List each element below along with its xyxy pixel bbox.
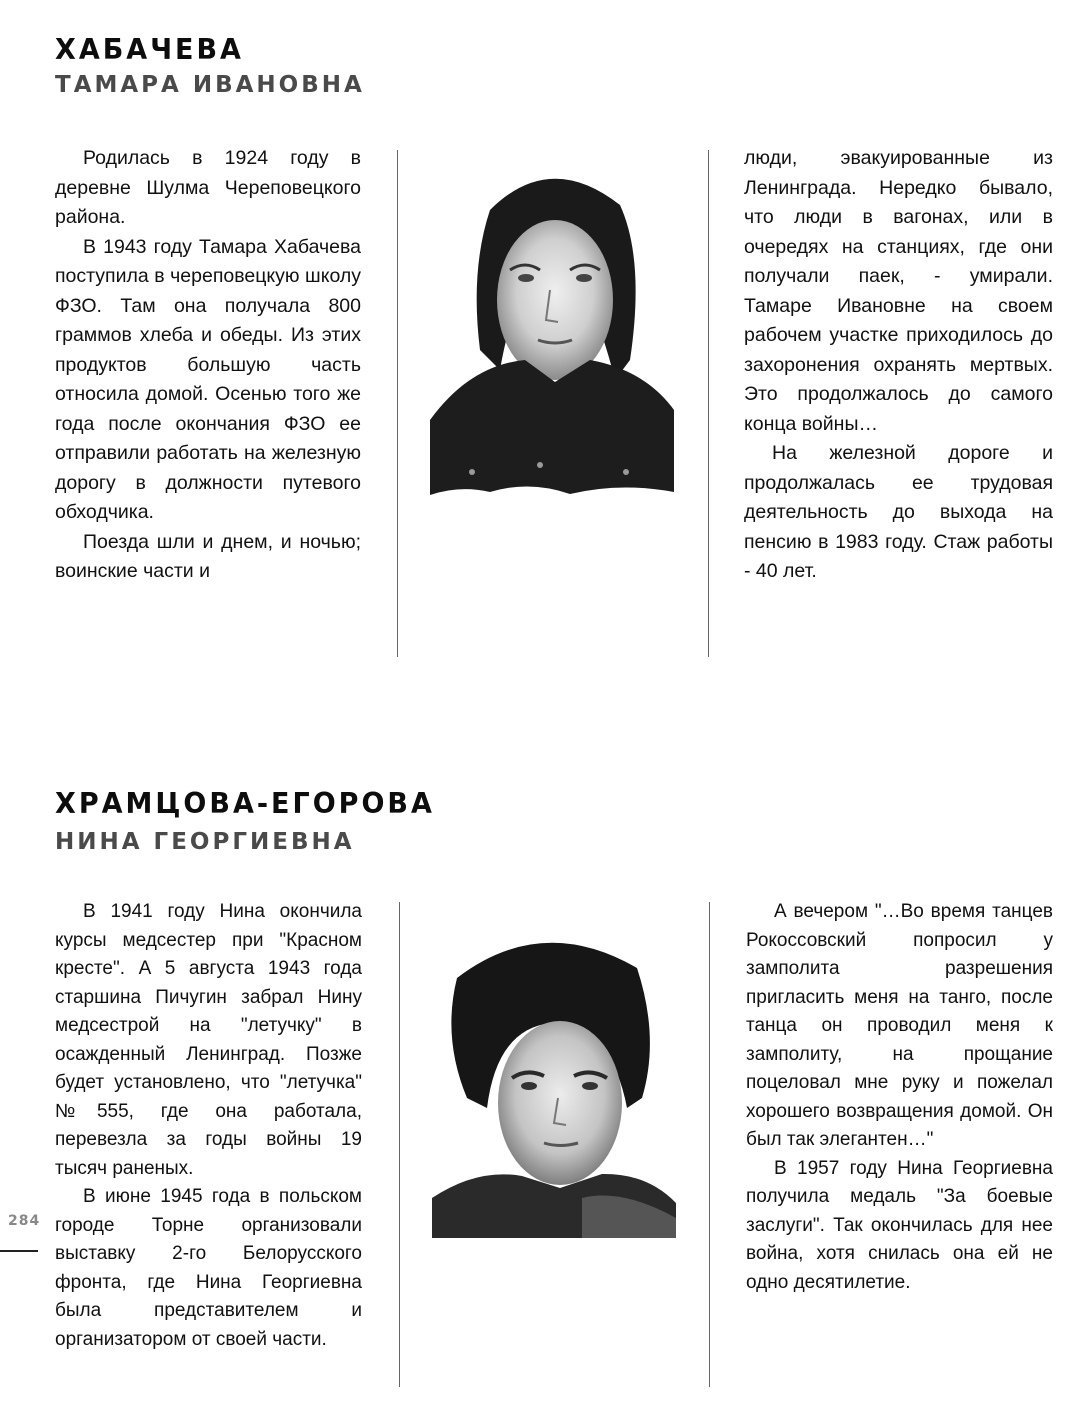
surname-heading: ХАБАЧЕВА [55,34,244,67]
surname-heading: ХРАМЦОВА-ЕГОРОВА [55,788,435,821]
portrait-photo [432,918,676,1238]
paragraph: В июне 1945 года в польском городе Торне организовали выставку 2-го Белорусского фронта, где Нина Георгиевна была представителем и организатором от своей части. [55,1186,362,1350]
paragraph: люди, эвакуированные из Ленинграда. Нередко бывало, что люди в вагонах, или в очередях на станциях, где они получали паек, - умирали. Тамаре Ивановне на своем рабочем участке приходилось до захоронения охранять мертвых. Это продолжалось до самого конца войны… [744,147,1053,435]
paragraph: А вечером "…Во время танцев Рокоссовский попросил у замполита разрешения пригласить меня на танго, после танца он проводил меня к замполиту, на прощание поцеловал мне руку и пожелал хорошего возвращения домой. Он был так элегантен…" [746,901,1053,1150]
given-name-heading: ТАМАРА ИВАНОВНА [55,72,365,98]
portrait-photo [430,150,674,495]
page-number-rule [0,1250,38,1252]
paragraph: В 1957 году Нина Георгиевна получила медаль "За боевые заслуги". Так окончилась для нее война, хотя снилась она ей не одно десятилетие. [746,1157,1053,1293]
portrait-image [430,150,674,495]
column-divider [397,150,398,657]
right-text-column [746,898,1053,1297]
paragraph: На железной дороге и продолжалась ее трудовая деятельность до выхода на пенсию в 1983 году. Стаж работы - 40 лет. [744,442,1053,582]
portrait-image [432,918,676,1238]
page-number: 284 [8,1213,41,1229]
column-divider [709,902,710,1387]
column-divider [399,902,400,1387]
paragraph: Родилась в 1924 году в деревне Шулма Череповецкого района. [55,147,361,228]
given-name-heading: НИНА ГЕОРГИЕВНА [55,829,355,855]
paragraph: В 1943 году Тамара Хабачева поступила в череповецкую школу ФЗО. Там она получала 800 граммов хлеба и обеды. Из этих продуктов большую часть относила домой. Осенью того же года после окончания ФЗО ее отправили работать на железную дорогу в должности путевого обходчика. [55,235,361,523]
column-divider [708,150,709,657]
paragraph: Поезда шли и днем, и ночью; воинские части и [55,530,361,582]
left-text-column [55,898,362,1354]
left-text-column [55,144,361,587]
paragraph: В 1941 году Нина окончила курсы медсестер при "Красном кресте". А 5 августа 1943 года старшина Пичугин забрал Нину медсестрой на "летучку" в осажденный Ленинград. Позже будет установлено, что "летучка" №555, где она работала, перевезла за годы войны 19 тысяч раненых. [55,901,362,1179]
right-text-column [744,144,1053,587]
